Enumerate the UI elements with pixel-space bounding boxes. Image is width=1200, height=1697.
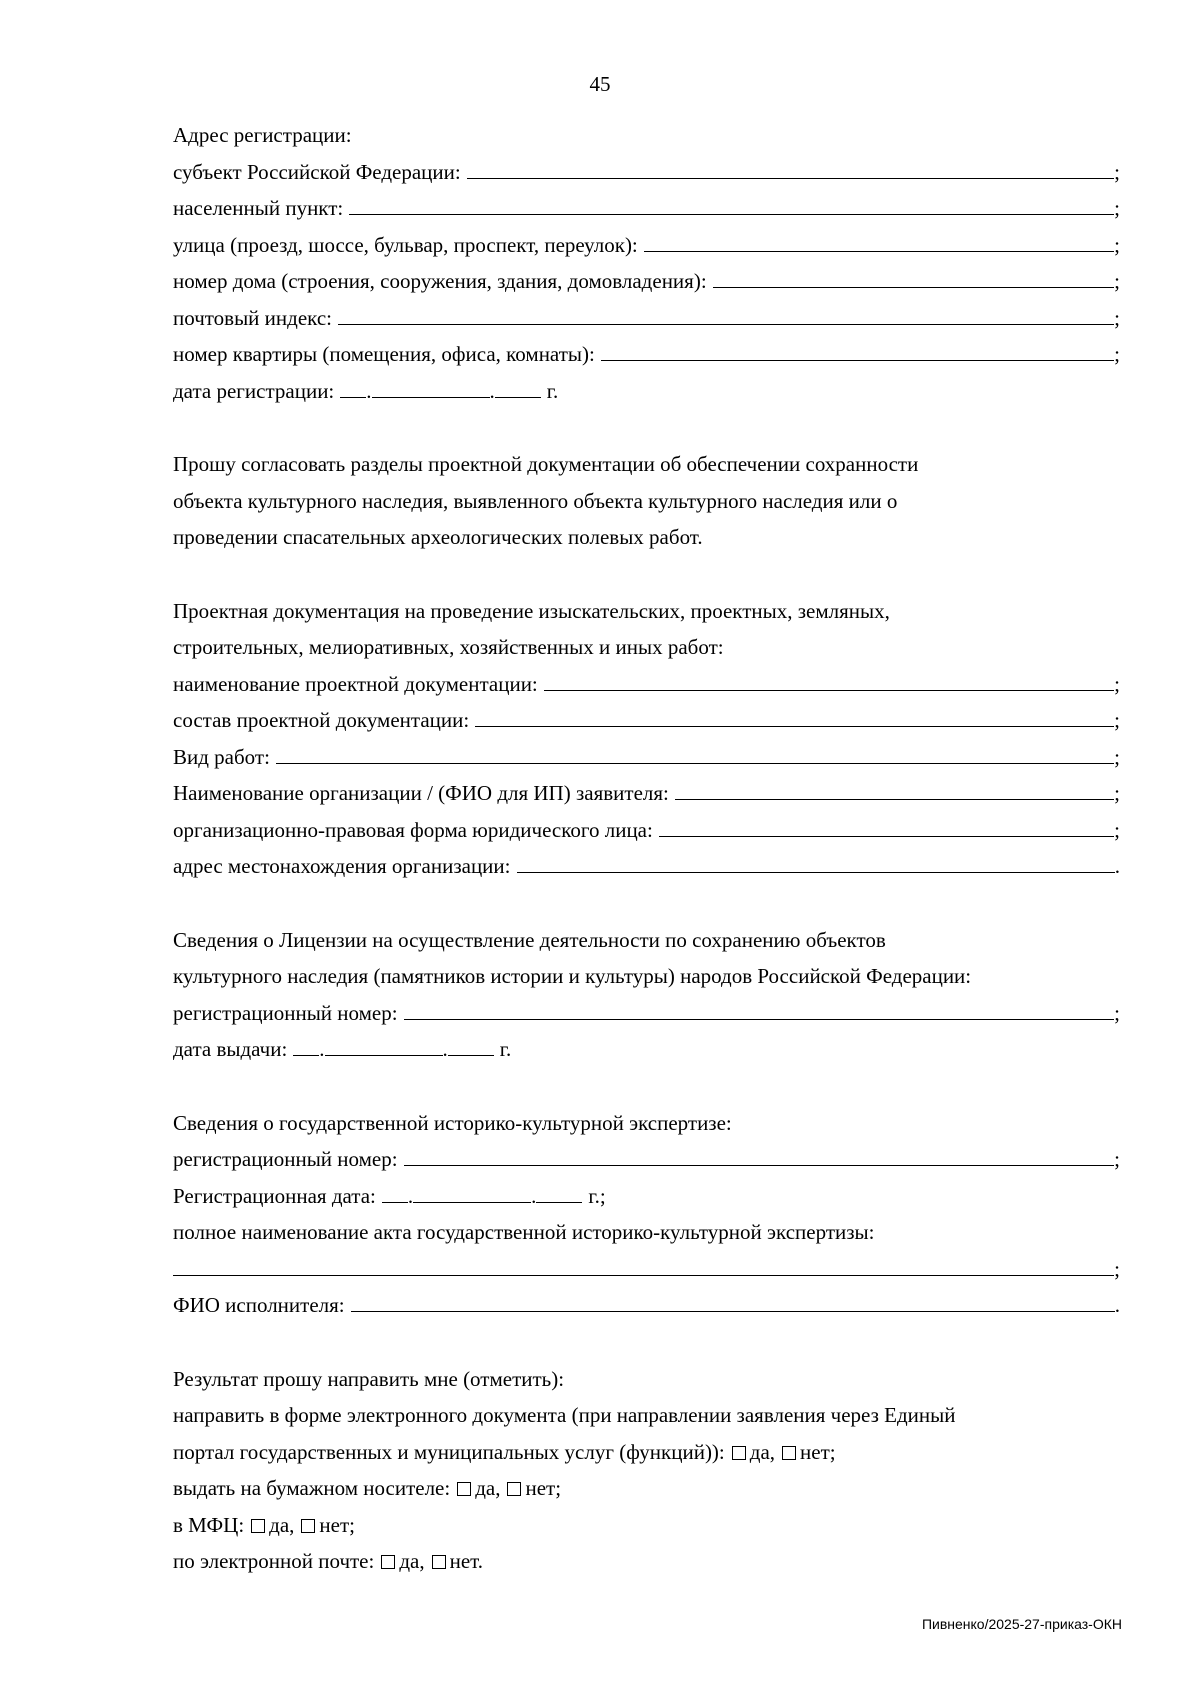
postcode-label: почтовый индекс: [173, 305, 332, 330]
expertise-date-field[interactable] [173, 1178, 1120, 1215]
house-label: номер дома (строения, сооружения, здания, домовладения): [173, 269, 707, 293]
request-line-2: объекта культурного наследия, выявленного объекта культурного наследия или о [173, 488, 898, 513]
mfc-no-checkbox[interactable] [301, 1519, 315, 1533]
locality-field[interactable]: населенный пункт: ; [173, 190, 1120, 227]
apartment-field[interactable]: номер квартиры (помещения, офиса, комнаты): ; [173, 336, 1120, 373]
email-option: по электронной почте: да, нет. [173, 1549, 484, 1573]
request-line-3: проведении спасательных археологических полевых работ. [173, 525, 703, 549]
act-name-blank[interactable] [173, 1257, 1114, 1276]
street-label: улица (проезд, шоссе, бульвар, проспект, переулок): [173, 232, 638, 257]
month-blank[interactable] [372, 379, 490, 398]
org-name-label: Наименование организации / (ФИО для ИП) заявителя: [173, 781, 669, 805]
street-blank[interactable] [644, 233, 1114, 252]
house-field[interactable]: номер дома (строения, сооружения, здания, домовладения): ; [173, 263, 1120, 300]
executor-label: ФИО исполнителя: [173, 1293, 345, 1317]
work-type-label: Вид работ: [173, 744, 270, 769]
electronic-yes-checkbox[interactable] [732, 1446, 746, 1460]
email-yes-checkbox[interactable] [381, 1555, 395, 1569]
executor-blank[interactable] [351, 1293, 1115, 1312]
act-name-field[interactable]: ; [173, 1251, 1120, 1288]
doc-composition-label: состав проектной документации: [173, 708, 470, 732]
month-blank[interactable] [413, 1184, 531, 1203]
reg-date-label: дата регистрации: [173, 378, 335, 403]
legal-form-blank[interactable] [659, 818, 1114, 837]
issue-date-blanks[interactable]: . . г. [293, 1031, 511, 1068]
expertise-number-label: регистрационный номер: [173, 1147, 398, 1171]
issue-date-field[interactable] [173, 1031, 1120, 1068]
expertise-number-field[interactable]: регистрационный номер: ; [173, 1141, 1120, 1178]
doc-name-label: наименование проектной документации: [173, 671, 538, 696]
apartment-blank[interactable] [601, 342, 1114, 361]
year-blank[interactable] [448, 1037, 494, 1056]
page-number: 45 [589, 72, 611, 96]
year-blank[interactable] [536, 1184, 582, 1203]
subject-label: субъект Российской Федерации: [173, 159, 461, 184]
subject-field[interactable]: субъект Российской Федерации: ; [173, 154, 1120, 191]
org-address-label: адрес местонахождения организации: [173, 854, 511, 878]
project-intro-2: строительных, мелиоративных, хозяйственных и иных работ: [173, 635, 724, 659]
postcode-blank[interactable] [338, 306, 1114, 325]
org-address-blank[interactable] [517, 854, 1115, 873]
license-intro-2: культурного наследия (памятников истории и культуры) народов Российской Федерации: [173, 964, 972, 988]
project-intro-1: Проектная документация на проведение изыскательских, проектных, земляных, [173, 598, 890, 623]
org-name-field[interactable]: Наименование организации / (ФИО для ИП) заявителя: ; [173, 775, 1120, 812]
email-no-checkbox[interactable] [432, 1555, 446, 1569]
work-type-blank[interactable] [276, 745, 1114, 764]
result-intro: Результат прошу направить мне (отметить): [173, 1366, 565, 1391]
subject-blank[interactable] [467, 160, 1114, 179]
locality-blank[interactable] [349, 196, 1114, 215]
day-blank[interactable] [382, 1184, 408, 1203]
day-blank[interactable] [293, 1037, 319, 1056]
street-field[interactable]: улица (проезд, шоссе, бульвар, проспект, переулок): ; [173, 227, 1120, 264]
locality-label: населенный пункт: [173, 196, 344, 220]
paper-yes-checkbox[interactable] [457, 1482, 471, 1496]
apartment-label: номер квартиры (помещения, офиса, комнаты): [173, 342, 595, 366]
expertise-intro: Сведения о государственной историко-культурной экспертизе: [173, 1110, 732, 1135]
document-footer: Пивненко/2025-27-приказ-ОКН [921, 1616, 1122, 1632]
doc-name-blank[interactable] [544, 672, 1114, 691]
mfc-option: в МФЦ: да, нет; [173, 1512, 355, 1537]
paper-option: выдать на бумажном носителе: да, нет; [173, 1476, 562, 1500]
legal-form-field[interactable]: организационно-правовая форма юридического лица: ; [173, 812, 1120, 849]
day-blank[interactable] [340, 379, 366, 398]
expertise-date-blanks[interactable]: . . г.; [382, 1178, 606, 1215]
org-name-blank[interactable] [675, 781, 1114, 800]
issue-date-label: дата выдачи: [173, 1037, 288, 1061]
mfc-yes-checkbox[interactable] [251, 1519, 265, 1533]
reg-date-field[interactable] [173, 373, 1120, 410]
house-blank[interactable] [713, 269, 1115, 288]
org-address-field[interactable]: адрес местонахождения организации: . [173, 848, 1120, 885]
month-blank[interactable] [325, 1037, 443, 1056]
doc-name-field[interactable]: наименование проектной документации: ; [173, 666, 1120, 703]
paper-no-checkbox[interactable] [507, 1482, 521, 1496]
expertise-date-label: Регистрационная дата: [173, 1183, 376, 1208]
doc-composition-field[interactable]: состав проектной документации: ; [173, 702, 1120, 739]
doc-composition-blank[interactable] [475, 708, 1114, 727]
reg-date-blanks[interactable]: . . г. [340, 373, 558, 410]
license-number-field[interactable]: регистрационный номер: ; [173, 995, 1120, 1032]
license-number-label: регистрационный номер: [173, 1000, 398, 1025]
electronic-option: портал государственных и муниципальных услуг (функций)): да, нет; [173, 1439, 836, 1464]
electronic-line-1: направить в форме электронного документа (при направлении заявления через Единый [173, 1403, 956, 1427]
act-name-label: полное наименование акта государственной историко-культурной экспертизы: [173, 1220, 875, 1244]
legal-form-label: организационно-правовая форма юридического лица: [173, 817, 653, 842]
executor-field[interactable]: ФИО исполнителя: . [173, 1287, 1120, 1324]
application-form [173, 117, 1120, 1580]
year-blank[interactable] [495, 379, 541, 398]
expertise-number-blank[interactable] [404, 1147, 1115, 1166]
license-number-blank[interactable] [404, 1001, 1115, 1020]
postcode-field[interactable]: почтовый индекс: ; [173, 300, 1120, 337]
work-type-field[interactable]: Вид работ: ; [173, 739, 1120, 776]
license-intro-1: Сведения о Лицензии на осуществление деятельности по сохранению объектов [173, 927, 886, 952]
request-line-1: Прошу согласовать разделы проектной документации об обеспечении сохранности [173, 452, 919, 476]
address-heading: Адрес регистрации: [173, 123, 352, 147]
electronic-no-checkbox[interactable] [782, 1446, 796, 1460]
